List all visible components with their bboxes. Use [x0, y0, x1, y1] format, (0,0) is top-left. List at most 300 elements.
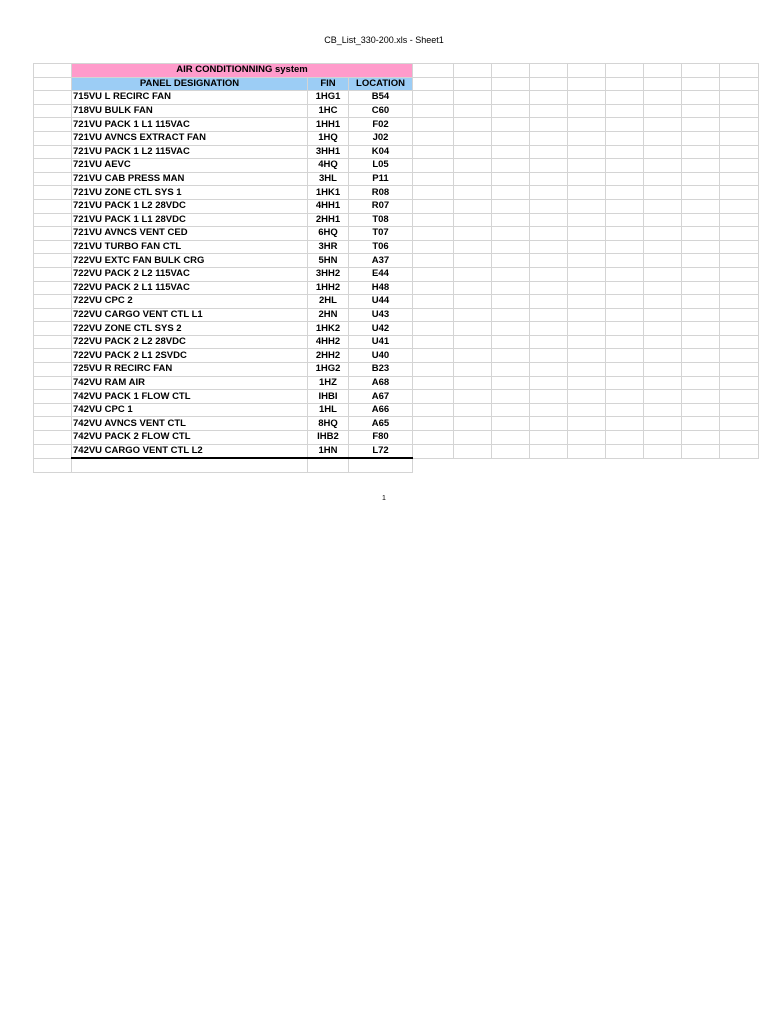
fin-cell[interactable]: 2HL [308, 295, 349, 309]
empty-cell[interactable] [530, 322, 568, 336]
empty-cell[interactable] [34, 186, 72, 200]
empty-cell[interactable] [644, 403, 682, 417]
empty-cell[interactable] [720, 363, 759, 377]
empty-cell[interactable] [606, 131, 644, 145]
fin-cell[interactable]: 1HC [308, 104, 349, 118]
empty-cell[interactable] [413, 322, 454, 336]
empty-cell[interactable] [682, 335, 720, 349]
empty-cell[interactable] [606, 417, 644, 431]
empty-cell[interactable] [682, 417, 720, 431]
panel-designation-cell[interactable]: 722VU ZONE CTL SYS 2 [72, 322, 308, 336]
empty-cell[interactable] [413, 390, 454, 404]
empty-cell[interactable] [568, 159, 606, 173]
empty-cell[interactable] [454, 431, 492, 445]
empty-cell[interactable] [720, 390, 759, 404]
empty-cell[interactable] [644, 376, 682, 390]
location-cell[interactable]: R07 [349, 199, 413, 213]
fin-cell[interactable]: 1HK1 [308, 186, 349, 200]
empty-cell[interactable] [413, 295, 454, 309]
empty-cell[interactable] [606, 281, 644, 295]
empty-cell[interactable] [454, 417, 492, 431]
empty-cell[interactable] [682, 227, 720, 241]
empty-cell[interactable] [682, 308, 720, 322]
empty-cell[interactable] [34, 431, 72, 445]
panel-designation-cell[interactable]: 721VU PACK 1 L2 115VAC [72, 145, 308, 159]
empty-cell[interactable] [682, 104, 720, 118]
empty-cell[interactable] [606, 240, 644, 254]
empty-cell[interactable] [568, 213, 606, 227]
empty-cell[interactable] [530, 335, 568, 349]
empty-cell[interactable] [568, 295, 606, 309]
empty-cell[interactable] [720, 335, 759, 349]
empty-cell[interactable] [454, 104, 492, 118]
empty-cell[interactable] [568, 363, 606, 377]
empty-cell[interactable] [568, 77, 606, 91]
empty-cell[interactable] [492, 417, 530, 431]
empty-cell[interactable] [644, 295, 682, 309]
empty-cell[interactable] [454, 376, 492, 390]
empty-cell[interactable] [413, 186, 454, 200]
empty-cell[interactable] [568, 349, 606, 363]
empty-cell[interactable] [413, 444, 454, 458]
empty-cell[interactable] [530, 199, 568, 213]
empty-cell[interactable] [568, 91, 606, 105]
empty-cell[interactable] [413, 104, 454, 118]
empty-cell[interactable] [530, 145, 568, 159]
empty-cell[interactable] [606, 145, 644, 159]
location-cell[interactable]: U42 [349, 322, 413, 336]
empty-cell[interactable] [568, 64, 606, 78]
empty-cell[interactable] [492, 376, 530, 390]
empty-cell[interactable] [644, 431, 682, 445]
empty-cell[interactable] [720, 240, 759, 254]
empty-cell[interactable] [492, 281, 530, 295]
location-cell[interactable]: A67 [349, 390, 413, 404]
location-cell[interactable]: F02 [349, 118, 413, 132]
empty-cell[interactable] [682, 281, 720, 295]
empty-cell[interactable] [454, 64, 492, 78]
empty-cell[interactable] [606, 227, 644, 241]
empty-cell[interactable] [644, 267, 682, 281]
empty-cell[interactable] [454, 444, 492, 458]
empty-cell[interactable] [644, 213, 682, 227]
empty-cell[interactable] [454, 335, 492, 349]
panel-designation-cell[interactable]: 742VU CARGO VENT CTL L2 [72, 444, 308, 458]
empty-cell[interactable] [34, 458, 72, 472]
fin-cell[interactable]: 1HL [308, 403, 349, 417]
panel-designation-cell[interactable]: 721VU ZONE CTL SYS 1 [72, 186, 308, 200]
empty-cell[interactable] [720, 172, 759, 186]
empty-cell[interactable] [530, 104, 568, 118]
empty-cell[interactable] [492, 64, 530, 78]
empty-cell[interactable] [644, 417, 682, 431]
empty-cell[interactable] [682, 118, 720, 132]
empty-cell[interactable] [644, 281, 682, 295]
empty-cell[interactable] [34, 254, 72, 268]
panel-designation-cell[interactable]: 725VU R RECIRC FAN [72, 363, 308, 377]
empty-cell[interactable] [492, 159, 530, 173]
empty-cell[interactable] [720, 349, 759, 363]
empty-cell[interactable] [720, 213, 759, 227]
fin-cell[interactable]: 3HH2 [308, 267, 349, 281]
empty-cell[interactable] [492, 104, 530, 118]
empty-cell[interactable] [568, 444, 606, 458]
empty-cell[interactable] [720, 186, 759, 200]
empty-cell[interactable] [413, 376, 454, 390]
location-cell[interactable]: T07 [349, 227, 413, 241]
panel-designation-cell[interactable]: 715VU L RECIRC FAN [72, 91, 308, 105]
empty-cell[interactable] [530, 172, 568, 186]
empty-cell[interactable] [568, 254, 606, 268]
empty-cell[interactable] [34, 227, 72, 241]
empty-cell[interactable] [34, 91, 72, 105]
empty-cell[interactable] [720, 199, 759, 213]
empty-cell[interactable] [413, 281, 454, 295]
empty-cell[interactable] [34, 267, 72, 281]
empty-cell[interactable] [492, 213, 530, 227]
empty-cell[interactable] [644, 159, 682, 173]
empty-cell[interactable] [492, 403, 530, 417]
empty-cell[interactable] [682, 64, 720, 78]
empty-cell[interactable] [682, 322, 720, 336]
empty-cell[interactable] [720, 104, 759, 118]
panel-designation-cell[interactable]: 742VU PACK 2 FLOW CTL [72, 431, 308, 445]
empty-cell[interactable] [413, 199, 454, 213]
empty-cell[interactable] [492, 363, 530, 377]
empty-cell[interactable] [644, 186, 682, 200]
empty-cell[interactable] [34, 308, 72, 322]
empty-cell[interactable] [413, 431, 454, 445]
fin-cell[interactable]: 4HH1 [308, 199, 349, 213]
panel-designation-cell[interactable]: 721VU AVNCS EXTRACT FAN [72, 131, 308, 145]
empty-cell[interactable] [413, 64, 454, 78]
panel-designation-cell[interactable]: 721VU PACK 1 L2 28VDC [72, 199, 308, 213]
empty-cell[interactable] [34, 213, 72, 227]
fin-cell[interactable]: 5HN [308, 254, 349, 268]
empty-cell[interactable] [644, 199, 682, 213]
empty-cell[interactable] [454, 131, 492, 145]
empty-cell[interactable] [413, 308, 454, 322]
empty-cell[interactable] [682, 159, 720, 173]
empty-cell[interactable] [644, 131, 682, 145]
empty-cell[interactable] [606, 376, 644, 390]
empty-cell[interactable] [682, 267, 720, 281]
empty-cell[interactable] [644, 254, 682, 268]
empty-cell[interactable] [413, 267, 454, 281]
empty-cell[interactable] [530, 254, 568, 268]
empty-cell[interactable] [492, 390, 530, 404]
empty-cell[interactable] [606, 91, 644, 105]
empty-cell[interactable] [606, 172, 644, 186]
fin-cell[interactable]: 1HH2 [308, 281, 349, 295]
empty-cell[interactable] [530, 267, 568, 281]
panel-designation-cell[interactable]: 722VU PACK 2 L2 115VAC [72, 267, 308, 281]
empty-cell[interactable] [349, 458, 413, 472]
empty-cell[interactable] [720, 444, 759, 458]
empty-cell[interactable] [492, 227, 530, 241]
empty-cell[interactable] [34, 77, 72, 91]
fin-cell[interactable]: IHBI [308, 390, 349, 404]
empty-cell[interactable] [492, 295, 530, 309]
empty-cell[interactable] [568, 376, 606, 390]
empty-cell[interactable] [606, 254, 644, 268]
empty-cell[interactable] [530, 77, 568, 91]
empty-cell[interactable] [530, 186, 568, 200]
empty-cell[interactable] [413, 159, 454, 173]
empty-cell[interactable] [720, 254, 759, 268]
location-cell[interactable]: U40 [349, 349, 413, 363]
empty-cell[interactable] [568, 322, 606, 336]
panel-designation-cell[interactable]: 721VU AVNCS VENT CED [72, 227, 308, 241]
panel-designation-cell[interactable]: 721VU TURBO FAN CTL [72, 240, 308, 254]
empty-cell[interactable] [530, 159, 568, 173]
empty-cell[interactable] [606, 335, 644, 349]
empty-cell[interactable] [568, 281, 606, 295]
location-cell[interactable]: B23 [349, 363, 413, 377]
empty-cell[interactable] [492, 431, 530, 445]
fin-cell[interactable]: 3HH1 [308, 145, 349, 159]
empty-cell[interactable] [644, 91, 682, 105]
empty-cell[interactable] [568, 172, 606, 186]
empty-cell[interactable] [682, 240, 720, 254]
location-cell[interactable]: C60 [349, 104, 413, 118]
empty-cell[interactable] [682, 213, 720, 227]
location-cell[interactable]: H48 [349, 281, 413, 295]
empty-cell[interactable] [413, 118, 454, 132]
empty-cell[interactable] [682, 199, 720, 213]
panel-designation-cell[interactable]: 722VU PACK 2 L1 2SVDC [72, 349, 308, 363]
empty-cell[interactable] [413, 349, 454, 363]
empty-cell[interactable] [34, 403, 72, 417]
fin-cell[interactable]: 8HQ [308, 417, 349, 431]
empty-cell[interactable] [454, 308, 492, 322]
empty-cell[interactable] [454, 118, 492, 132]
empty-cell[interactable] [72, 458, 308, 472]
fin-cell[interactable]: 4HQ [308, 159, 349, 173]
panel-designation-cell[interactable]: 722VU PACK 2 L1 115VAC [72, 281, 308, 295]
empty-cell[interactable] [606, 64, 644, 78]
empty-cell[interactable] [644, 335, 682, 349]
empty-cell[interactable] [606, 403, 644, 417]
empty-cell[interactable] [454, 240, 492, 254]
fin-cell[interactable]: 1HZ [308, 376, 349, 390]
empty-cell[interactable] [34, 172, 72, 186]
fin-cell[interactable]: 2HH2 [308, 349, 349, 363]
empty-cell[interactable] [568, 186, 606, 200]
empty-cell[interactable] [568, 403, 606, 417]
empty-cell[interactable] [413, 403, 454, 417]
fin-cell[interactable]: 1HK2 [308, 322, 349, 336]
panel-designation-cell[interactable]: 742VU CPC 1 [72, 403, 308, 417]
fin-cell[interactable]: 6HQ [308, 227, 349, 241]
empty-cell[interactable] [413, 417, 454, 431]
empty-cell[interactable] [606, 199, 644, 213]
empty-cell[interactable] [454, 403, 492, 417]
empty-cell[interactable] [644, 118, 682, 132]
empty-cell[interactable] [34, 363, 72, 377]
empty-cell[interactable] [720, 159, 759, 173]
panel-designation-cell[interactable]: 721VU PACK 1 L1 28VDC [72, 213, 308, 227]
empty-cell[interactable] [530, 308, 568, 322]
empty-cell[interactable] [492, 335, 530, 349]
empty-cell[interactable] [720, 417, 759, 431]
empty-cell[interactable] [644, 64, 682, 78]
empty-cell[interactable] [720, 267, 759, 281]
empty-cell[interactable] [530, 295, 568, 309]
empty-cell[interactable] [682, 431, 720, 445]
empty-cell[interactable] [644, 227, 682, 241]
location-cell[interactable]: A66 [349, 403, 413, 417]
empty-cell[interactable] [34, 64, 72, 78]
location-cell[interactable]: P11 [349, 172, 413, 186]
empty-cell[interactable] [568, 240, 606, 254]
empty-cell[interactable] [413, 172, 454, 186]
empty-cell[interactable] [454, 213, 492, 227]
empty-cell[interactable] [530, 349, 568, 363]
empty-cell[interactable] [720, 131, 759, 145]
empty-cell[interactable] [606, 118, 644, 132]
location-cell[interactable]: F80 [349, 431, 413, 445]
empty-cell[interactable] [454, 349, 492, 363]
empty-cell[interactable] [720, 403, 759, 417]
empty-cell[interactable] [682, 172, 720, 186]
empty-cell[interactable] [644, 77, 682, 91]
empty-cell[interactable] [606, 213, 644, 227]
location-cell[interactable]: U44 [349, 295, 413, 309]
empty-cell[interactable] [568, 267, 606, 281]
empty-cell[interactable] [454, 186, 492, 200]
empty-cell[interactable] [530, 444, 568, 458]
panel-designation-cell[interactable]: 722VU PACK 2 L2 28VDC [72, 335, 308, 349]
empty-cell[interactable] [720, 295, 759, 309]
location-cell[interactable]: L05 [349, 159, 413, 173]
empty-cell[interactable] [720, 322, 759, 336]
empty-cell[interactable] [413, 77, 454, 91]
empty-cell[interactable] [454, 363, 492, 377]
empty-cell[interactable] [606, 363, 644, 377]
empty-cell[interactable] [530, 240, 568, 254]
empty-cell[interactable] [454, 254, 492, 268]
empty-cell[interactable] [492, 308, 530, 322]
empty-cell[interactable] [34, 444, 72, 458]
empty-cell[interactable] [682, 390, 720, 404]
empty-cell[interactable] [492, 349, 530, 363]
empty-cell[interactable] [720, 376, 759, 390]
empty-cell[interactable] [530, 376, 568, 390]
empty-cell[interactable] [454, 145, 492, 159]
panel-designation-cell[interactable]: 742VU RAM AIR [72, 376, 308, 390]
empty-cell[interactable] [682, 444, 720, 458]
empty-cell[interactable] [454, 267, 492, 281]
empty-cell[interactable] [492, 186, 530, 200]
empty-cell[interactable] [720, 431, 759, 445]
empty-cell[interactable] [34, 281, 72, 295]
location-cell[interactable]: U43 [349, 308, 413, 322]
empty-cell[interactable] [530, 390, 568, 404]
empty-cell[interactable] [530, 281, 568, 295]
panel-designation-cell[interactable]: 721VU AEVC [72, 159, 308, 173]
location-cell[interactable]: L72 [349, 444, 413, 458]
empty-cell[interactable] [568, 335, 606, 349]
empty-cell[interactable] [492, 254, 530, 268]
empty-cell[interactable] [34, 322, 72, 336]
empty-cell[interactable] [492, 131, 530, 145]
empty-cell[interactable] [682, 403, 720, 417]
empty-cell[interactable] [682, 376, 720, 390]
panel-designation-cell[interactable]: 722VU CARGO VENT CTL L1 [72, 308, 308, 322]
empty-cell[interactable] [530, 417, 568, 431]
empty-cell[interactable] [413, 213, 454, 227]
location-cell[interactable]: B54 [349, 91, 413, 105]
empty-cell[interactable] [644, 444, 682, 458]
empty-cell[interactable] [530, 91, 568, 105]
empty-cell[interactable] [454, 390, 492, 404]
empty-cell[interactable] [568, 104, 606, 118]
fin-cell[interactable]: 4HH2 [308, 335, 349, 349]
empty-cell[interactable] [492, 322, 530, 336]
empty-cell[interactable] [606, 308, 644, 322]
empty-cell[interactable] [606, 390, 644, 404]
empty-cell[interactable] [413, 131, 454, 145]
location-cell[interactable]: A37 [349, 254, 413, 268]
empty-cell[interactable] [308, 458, 349, 472]
empty-cell[interactable] [34, 104, 72, 118]
location-cell[interactable]: A65 [349, 417, 413, 431]
empty-cell[interactable] [492, 199, 530, 213]
empty-cell[interactable] [492, 91, 530, 105]
location-cell[interactable]: T06 [349, 240, 413, 254]
empty-cell[interactable] [682, 186, 720, 200]
empty-cell[interactable] [606, 77, 644, 91]
empty-cell[interactable] [413, 91, 454, 105]
empty-cell[interactable] [454, 91, 492, 105]
empty-cell[interactable] [568, 308, 606, 322]
empty-cell[interactable] [568, 390, 606, 404]
location-cell[interactable]: E44 [349, 267, 413, 281]
empty-cell[interactable] [454, 199, 492, 213]
empty-cell[interactable] [606, 349, 644, 363]
empty-cell[interactable] [720, 281, 759, 295]
empty-cell[interactable] [720, 64, 759, 78]
empty-cell[interactable] [34, 240, 72, 254]
empty-cell[interactable] [34, 295, 72, 309]
fin-cell[interactable]: IHB2 [308, 431, 349, 445]
empty-cell[interactable] [34, 417, 72, 431]
empty-cell[interactable] [682, 91, 720, 105]
empty-cell[interactable] [720, 145, 759, 159]
empty-cell[interactable] [568, 131, 606, 145]
empty-cell[interactable] [682, 363, 720, 377]
location-cell[interactable]: K04 [349, 145, 413, 159]
empty-cell[interactable] [530, 227, 568, 241]
empty-cell[interactable] [34, 118, 72, 132]
empty-cell[interactable] [606, 431, 644, 445]
empty-cell[interactable] [682, 349, 720, 363]
empty-cell[interactable] [413, 254, 454, 268]
location-cell[interactable]: U41 [349, 335, 413, 349]
empty-cell[interactable] [454, 159, 492, 173]
empty-cell[interactable] [492, 145, 530, 159]
empty-cell[interactable] [682, 145, 720, 159]
empty-cell[interactable] [568, 145, 606, 159]
empty-cell[interactable] [606, 104, 644, 118]
empty-cell[interactable] [720, 308, 759, 322]
fin-cell[interactable]: 3HL [308, 172, 349, 186]
empty-cell[interactable] [606, 295, 644, 309]
empty-cell[interactable] [606, 159, 644, 173]
empty-cell[interactable] [34, 131, 72, 145]
empty-cell[interactable] [413, 363, 454, 377]
